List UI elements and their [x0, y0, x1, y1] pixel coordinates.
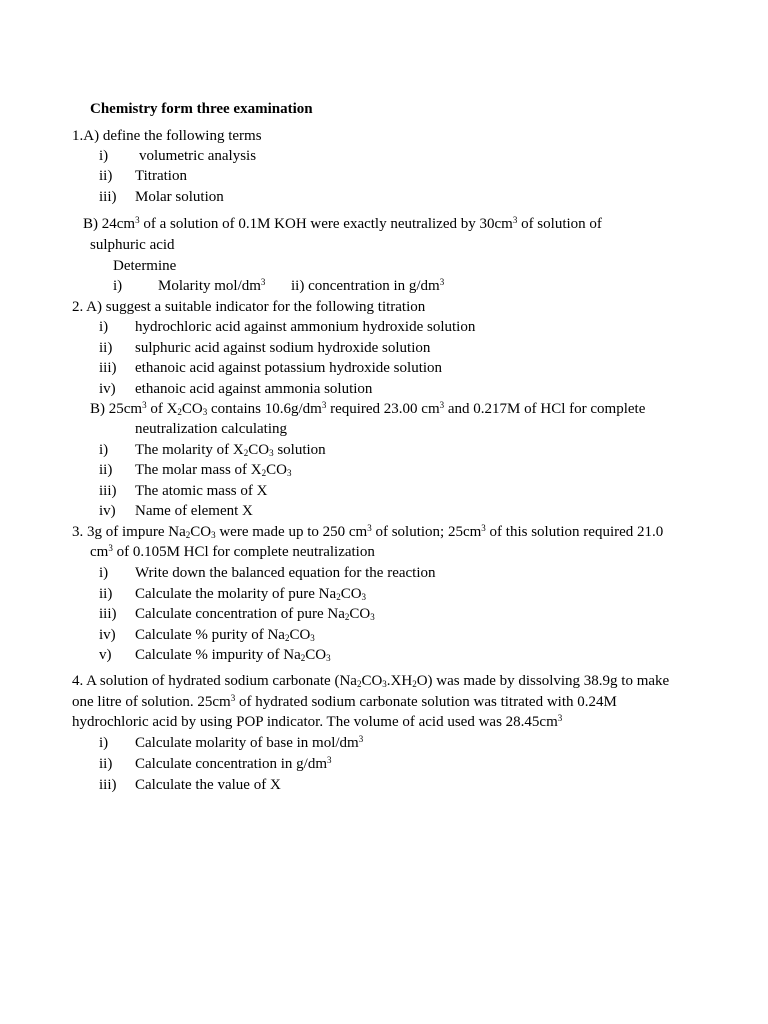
q4-item-text: Calculate the value of X [135, 777, 281, 793]
q1-b-item-concentration: ii) concentration in $g/dm^3$ [291, 277, 445, 294]
q1-part-b-line: B) $24cm^3$ of a solution of 0.1M KOH were exactly neutralized by $30cm^3$ of solution of [83, 215, 602, 232]
q2-heading: 2. A) suggest a suitable indicator for the following titration [72, 299, 426, 315]
q2-sub-item-number: iii) [99, 483, 117, 499]
q1-item-text: Molar solution [135, 189, 224, 205]
q4-heading-line3: hydrochloric acid by using POP indicator. The volume of acid used was $28.45cm^3$ [72, 713, 563, 730]
q2-sub-item-number: ii) [99, 462, 113, 478]
q3-heading-line2: $cm^3$ of 0.105M HCl for complete neutralization [90, 543, 375, 560]
q2-item-text: ethanoic acid against potassium hydroxide solution [135, 360, 443, 376]
q1-item-number: ii) [99, 168, 113, 184]
q4-item-number: iii) [99, 777, 117, 793]
q1-item-number: iii) [99, 189, 117, 205]
q4-item-text: Calculate molarity of base in mol/$dm^3$ [135, 734, 364, 751]
q2-item-text: ethanoic acid against ammonia solution [135, 381, 373, 397]
q1-item-text: Titration [135, 168, 187, 184]
q1-b-item-number: i) [113, 278, 123, 294]
q4-item-number: i) [99, 735, 109, 751]
q1-item-number: i) [99, 148, 109, 164]
q4-item-number: ii) [99, 756, 113, 772]
q1-determine-label: Determine [113, 258, 177, 274]
q2-item-text: hydrochloric acid against ammonium hydroxide solution [135, 319, 476, 335]
q1-heading: 1.A) define the following terms [72, 128, 262, 144]
q2-sub-item-text: The atomic mass of X [135, 483, 268, 499]
q3-item-number: i) [99, 565, 109, 581]
q3-heading: 3. 3g of impure $Na_2CO_3$ were made up to 250 $cm^3$ of solution; $25cm^3$ of this solution required 21.0 [72, 523, 664, 540]
q3-item-number: v) [99, 647, 112, 663]
q3-item-number: iv) [99, 627, 116, 643]
q2-item-number: iv) [99, 381, 116, 397]
q3-item-text: Calculate concentration of pure $Na_2CO_3$ [135, 606, 375, 622]
q4-heading-line2: one litre of solution. $25cm^3$ of hydrated sodium carbonate solution was titrated with 0.24M [72, 693, 617, 710]
q2-item-text: sulphuric acid against sodium hydroxide solution [135, 340, 431, 356]
q2-sub-item-text: The molarity of $X_2CO_3$ solution [135, 442, 326, 458]
q2-item-number: i) [99, 319, 109, 335]
q3-item-text: Write down the balanced equation for the reaction [135, 565, 436, 581]
q1-part-b-line2: sulphuric acid [90, 237, 175, 253]
q2-part-b-line2: neutralization calculating [135, 421, 288, 437]
q3-item-text: Calculate the molarity of pure $Na_2CO_3$ [135, 586, 367, 602]
q3-item-text: Calculate % purity of $Na_2CO_3$ [135, 627, 315, 643]
document-title: Chemistry form three examination [90, 101, 313, 117]
q3-item-text: Calculate % impurity of $Na_2CO_3$ [135, 647, 331, 663]
q1-item-text: volumetric analysis [139, 148, 257, 164]
q4-item-text: Calculate concentration in $g/dm^3$ [135, 755, 332, 772]
q2-sub-item-number: i) [99, 442, 109, 458]
q2-item-number: ii) [99, 340, 113, 356]
q3-item-number: ii) [99, 586, 113, 602]
q2-part-b-line: B) $25cm^3$ of $X_2CO_3$ contains $10.6g/dm^3$ required 23.00 $cm^3$ and 0.217M of HCl for complete [90, 400, 646, 417]
q2-sub-item-text: The molar mass of $X_2CO_3$ [135, 462, 292, 478]
q1-b-item-molarity: Molarity mol/$dm^3$ [158, 277, 266, 294]
q2-sub-item-text: Name of element X [135, 503, 253, 519]
q3-item-number: iii) [99, 606, 117, 622]
q4-heading: 4. A solution of hydrated sodium carbonate $(Na_2CO_3.XH_2O)$ was made by dissolving 38.9g to make [72, 673, 670, 689]
q2-sub-item-number: iv) [99, 503, 116, 519]
q2-item-number: iii) [99, 360, 117, 376]
